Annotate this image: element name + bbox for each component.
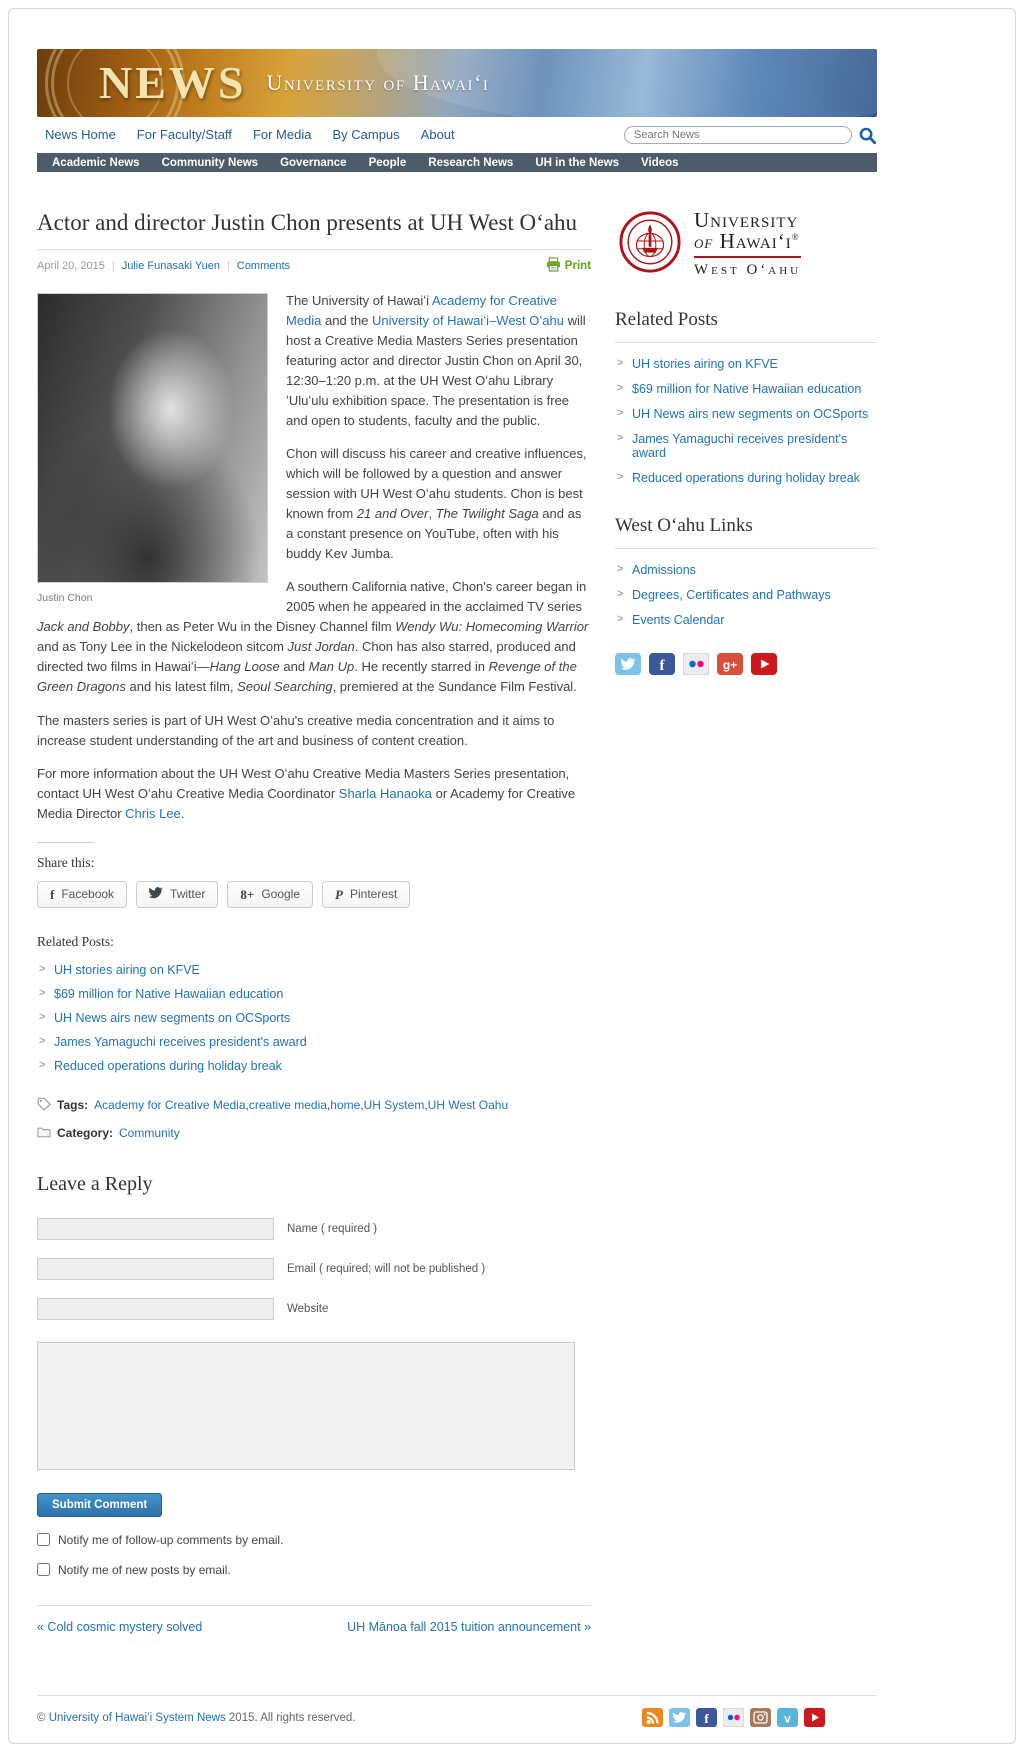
facebook-icon[interactable]	[649, 653, 675, 675]
category-link[interactable]: Videos	[641, 156, 679, 169]
sidebar-related-list	[615, 357, 877, 485]
text-run: or Academy for Creative Media Director	[37, 785, 576, 821]
topnav-item	[45, 126, 116, 144]
article-meta	[37, 250, 591, 275]
svg-text:v: v	[784, 1711, 791, 1726]
share-section	[37, 842, 591, 908]
form-row	[37, 1218, 591, 1240]
tag-item	[249, 1098, 330, 1112]
italic-text: 21 and Over	[356, 506, 429, 522]
share-twitter-button[interactable]	[136, 881, 218, 908]
category-link[interactable]: Research News	[428, 156, 514, 169]
search-icon[interactable]	[858, 126, 877, 145]
tag-link[interactable]: UH West Oahu	[427, 1098, 509, 1113]
tag-item	[94, 1098, 249, 1112]
instagram-icon[interactable]	[750, 1708, 771, 1727]
tag-link[interactable]: creative media ,	[249, 1098, 330, 1112]
tags-list	[94, 1098, 508, 1112]
tag-link[interactable]: Academy for Creative Media ,	[94, 1098, 249, 1112]
twitter-icon[interactable]	[615, 653, 641, 675]
text-run: and as Tony Lee in the Nickelodeon sitcom	[37, 639, 288, 655]
vimeo-icon[interactable]	[777, 1708, 798, 1727]
related-posts-heading: Related Posts:	[37, 933, 114, 949]
site-brand: University of Hawaiʻi	[266, 70, 490, 95]
text-run: and the	[321, 313, 373, 329]
tag-link[interactable]: home ,	[330, 1098, 363, 1112]
youtube-icon[interactable]	[804, 1708, 825, 1727]
related-post-link[interactable]: James Yamaguchi receives president's award	[54, 1034, 307, 1049]
related-post-item	[37, 963, 591, 977]
text-run: Chon will discuss his career and creative influences, which will be followed by a question and answer session with UH West Oʻahu students. Chon is best known from	[286, 446, 587, 522]
facebook-icon: f	[50, 886, 55, 902]
share-facebook-button[interactable]	[37, 881, 127, 908]
checkbox-label: Notify me of follow-up comments by email.	[58, 1532, 284, 1547]
topnav-item	[332, 126, 399, 144]
article-photo	[37, 293, 268, 583]
text-run: . He recently starred in	[354, 659, 489, 675]
text-run: and	[279, 659, 309, 675]
page-frame	[8, 8, 1016, 1744]
uhwo-logo-rest: Hawaiʻi	[719, 229, 792, 254]
copyright-symbol: ©	[37, 1711, 46, 1724]
share-button-label: Pinterest	[349, 887, 398, 902]
related-post-item	[37, 1059, 591, 1073]
checkbox-label: Notify me of new posts by email.	[58, 1562, 231, 1577]
photo-caption: Justin Chon	[37, 592, 93, 605]
related-post-item	[615, 382, 877, 396]
notify-checkbox[interactable]	[37, 1533, 50, 1546]
related-post-link[interactable]: Reduced operations during holiday break	[54, 1058, 282, 1073]
tag-link[interactable]: UH System ,	[364, 1098, 428, 1112]
uhwo-logo[interactable]	[619, 210, 877, 279]
related-post-link[interactable]: Reduced operations during holiday break	[632, 470, 860, 485]
top-navigation	[37, 120, 877, 150]
article-link[interactable]: Sharla Hanaoka	[338, 785, 433, 801]
submit-comment-button[interactable]: Submit Comment	[37, 1493, 162, 1517]
related-post-item	[37, 987, 591, 1001]
form-row	[37, 1298, 591, 1320]
text-run: For more information about the UH West Oʻahu Creative Media Masters Series presentation, contact UH West Oʻahu Creative Media Coordinator	[37, 765, 570, 801]
share-label: Share this:	[37, 854, 95, 870]
text-run: ,	[428, 506, 436, 522]
related-post-link[interactable]: $69 million for Native Hawaiian education	[632, 381, 862, 396]
article-link[interactable]: Chris Lee	[125, 805, 181, 821]
print-label: Print	[564, 260, 591, 273]
topnav-link[interactable]: By Campus	[332, 127, 400, 142]
site-logo[interactable]: NEWS	[99, 57, 247, 108]
uhwo-seal-icon	[619, 211, 681, 278]
related-post-link[interactable]: UH stories airing on KFVE	[54, 962, 200, 977]
article-title: Actor and director Justin Chon presents at UH West Oʻahu	[37, 210, 578, 235]
topnav-link[interactable]: About	[420, 127, 455, 142]
share-button-label: Google	[261, 887, 301, 902]
sidebar-links-heading: West Oʻahu Links	[615, 515, 877, 549]
italic-text: The Twilight Saga	[435, 506, 539, 522]
next-post-link[interactable]: UH Mānoa fall 2015 tuition announcement »	[347, 1619, 591, 1634]
text-run: The University of Hawaiʻi	[286, 293, 432, 309]
search-area	[624, 126, 877, 145]
category-link[interactable]: Governance	[280, 156, 347, 169]
related-post-link[interactable]: UH stories airing on KFVE	[632, 356, 778, 371]
category-link[interactable]: Community News	[161, 156, 259, 169]
related-post-item	[37, 1011, 591, 1025]
italic-text: Man Up	[308, 659, 355, 675]
post-pagination	[37, 1620, 591, 1634]
text-input[interactable]	[37, 1218, 274, 1240]
notify-options	[37, 1533, 591, 1577]
category-row	[37, 1126, 591, 1141]
site-masthead	[37, 49, 877, 117]
article-date: April 20, 2015	[37, 260, 105, 273]
sidebar-link[interactable]: Admissions	[632, 562, 696, 577]
field-label: Email ( required; will not be published )	[287, 1262, 486, 1275]
print-button[interactable]	[546, 257, 591, 275]
italic-text: Jack and Bobby	[37, 619, 130, 635]
topnav-link[interactable]: For Media	[252, 127, 312, 142]
topnav-link[interactable]: News Home	[45, 127, 116, 142]
related-post-item	[615, 432, 877, 460]
article-figure	[37, 293, 270, 606]
tags-row	[37, 1097, 591, 1114]
prev-post-link[interactable]: « Cold cosmic mystery solved	[37, 1619, 203, 1634]
sidebar-link-item	[615, 588, 877, 602]
field-label: Name ( required )	[287, 1222, 378, 1235]
svg-text:f: f	[704, 1711, 709, 1726]
google-plus-icon[interactable]	[717, 653, 743, 675]
rss-icon[interactable]	[642, 1708, 663, 1727]
topnav-list	[37, 126, 476, 144]
article-link[interactable]: University of Hawaiʻi–West Oʻahu	[372, 313, 564, 329]
share-button-label: Twitter	[170, 887, 206, 902]
related-post-link[interactable]: UH News airs new segments on OCSports	[54, 1010, 291, 1025]
sidebar-related-heading: Related Posts	[615, 309, 877, 343]
share-button-label: Facebook	[61, 887, 115, 902]
copyright-suffix: 2015. All rights reserved.	[228, 1711, 356, 1724]
notify-option	[37, 1533, 591, 1547]
twitter-icon[interactable]	[669, 1708, 690, 1727]
uhwo-logo-text	[694, 210, 801, 279]
text-run: , then as Peter Wu in the Disney Channel film	[129, 619, 396, 635]
text-run: will host a Creative Media Masters Series presentation featuring actor and director Justin Chon on April 30, 12:30–1:20 p.m. at the UH West Oʻahu Library ʻUluʻulu exhibition space. The presentation is free and open to students, faculty and the public.	[286, 313, 586, 429]
svg-text:f: f	[659, 657, 665, 674]
text-run: . Chon has also starred, produced and directed two films in Hawaiʻi—	[37, 639, 576, 675]
form-row	[37, 1258, 591, 1280]
copyright	[37, 1712, 355, 1724]
field-label: Website	[287, 1302, 329, 1315]
sidebar	[615, 208, 877, 1634]
text-run: The masters series is part of UH West Oʻahu's creative media concentration and it aims to increase student understanding of the art and business of content creation.	[37, 712, 555, 748]
footer-social-icons	[642, 1708, 825, 1727]
topnav-item	[421, 126, 455, 144]
comment-textarea[interactable]	[37, 1342, 575, 1470]
related-post-link[interactable]: UH News airs new segments on OCSports	[632, 406, 869, 421]
topnav-link[interactable]: For Faculty/Staff	[136, 127, 232, 142]
category-link[interactable]: Community	[119, 1126, 180, 1141]
category-link[interactable]: People	[368, 156, 407, 169]
logo-red-rule	[694, 256, 801, 258]
divider	[37, 1605, 591, 1606]
notify-checkbox[interactable]	[37, 1563, 50, 1576]
italic-text: Hang Loose	[209, 659, 280, 675]
article-link[interactable]: Academy for Creative Media	[286, 293, 557, 329]
tag-item	[330, 1098, 363, 1112]
article-paragraph	[37, 764, 591, 824]
flickr-icon[interactable]	[723, 1708, 744, 1727]
article-body	[37, 291, 591, 823]
text-run: A southern California native, Chon's career began in 2005 when he appeared in the acclaimed TV series	[286, 579, 587, 615]
related-post-item	[615, 357, 877, 371]
reply-heading: Leave a Reply	[37, 1172, 153, 1195]
uhwo-logo-line1: University	[694, 208, 799, 232]
category-navigation	[37, 153, 877, 172]
sidebar-social-icons	[615, 653, 877, 675]
related-posts-list	[37, 963, 591, 1073]
google-plus-icon: 8+	[240, 886, 255, 902]
comments-link[interactable]: Comments	[236, 260, 291, 273]
meta-separator: |	[111, 260, 115, 273]
printer-icon	[546, 257, 561, 275]
author-link[interactable]: Julie Funasaki Yuen	[121, 260, 221, 273]
sidebar-link-item	[615, 563, 877, 577]
folder-icon	[37, 1126, 51, 1141]
sidebar-links-list	[615, 563, 877, 627]
uhwo-logo-line3: West Oʻahu	[694, 261, 802, 278]
text-input[interactable]	[37, 1258, 274, 1280]
category-link[interactable]: Academic News	[52, 156, 140, 169]
related-posts-section	[37, 934, 591, 1073]
share-pinterest-button[interactable]	[322, 881, 410, 908]
reply-fields	[37, 1218, 591, 1320]
tags-label: Tags:	[57, 1098, 89, 1113]
italic-text: Revenge of the Green Dragons	[37, 659, 577, 695]
text-run: and his latest film,	[125, 679, 238, 695]
text-run: , premiered at the Sundance Film Festival.	[332, 679, 577, 695]
italic-text: Just Jordan	[287, 639, 355, 655]
svg-text:g+: g+	[722, 657, 738, 672]
uhwo-logo-of: of	[694, 232, 714, 253]
topnav-item	[137, 126, 232, 144]
footer-site-link[interactable]: University of Hawaiʻi System News	[48, 1711, 226, 1724]
pinterest-icon: P	[335, 886, 343, 902]
category-label: Category:	[57, 1126, 114, 1141]
share-buttons	[37, 881, 591, 908]
youtube-icon[interactable]	[751, 653, 777, 675]
related-post-link[interactable]: $69 million for Native Hawaiian education	[54, 986, 284, 1001]
share-google-button[interactable]	[227, 881, 313, 908]
sidebar-link[interactable]: Events Calendar	[632, 612, 725, 627]
sidebar-link-item	[615, 613, 877, 627]
facebook-icon[interactable]	[696, 1708, 717, 1727]
tag-item	[364, 1098, 428, 1112]
text-input[interactable]	[37, 1298, 274, 1320]
article-paragraph	[37, 711, 591, 751]
search-input[interactable]	[624, 126, 852, 144]
italic-text: Seoul Searching	[237, 679, 333, 695]
article-column	[37, 208, 591, 1634]
tag-item	[428, 1098, 508, 1112]
text-run: and as a constant presence on YouTube, often with his buddy Kev Jumba.	[286, 506, 582, 562]
divider	[37, 842, 93, 843]
sidebar-link[interactable]: Degrees, Certificates and Pathways	[632, 587, 831, 602]
topnav-item	[253, 126, 312, 144]
related-post-link[interactable]: James Yamaguchi receives president's award	[632, 431, 848, 460]
notify-option	[37, 1563, 591, 1577]
registered-mark: ®	[791, 232, 800, 243]
category-link[interactable]: UH in the News	[535, 156, 620, 169]
text-run: .	[180, 805, 185, 821]
meta-separator: |	[227, 260, 230, 273]
tag-icon	[37, 1097, 51, 1114]
flickr-icon[interactable]	[683, 653, 709, 675]
related-post-item	[615, 471, 877, 485]
twitter-icon	[149, 887, 163, 902]
site-footer	[37, 1695, 877, 1727]
related-post-item	[37, 1035, 591, 1049]
italic-text: Wendy Wu: Homecoming Warrior	[395, 619, 589, 635]
related-post-item	[615, 407, 877, 421]
